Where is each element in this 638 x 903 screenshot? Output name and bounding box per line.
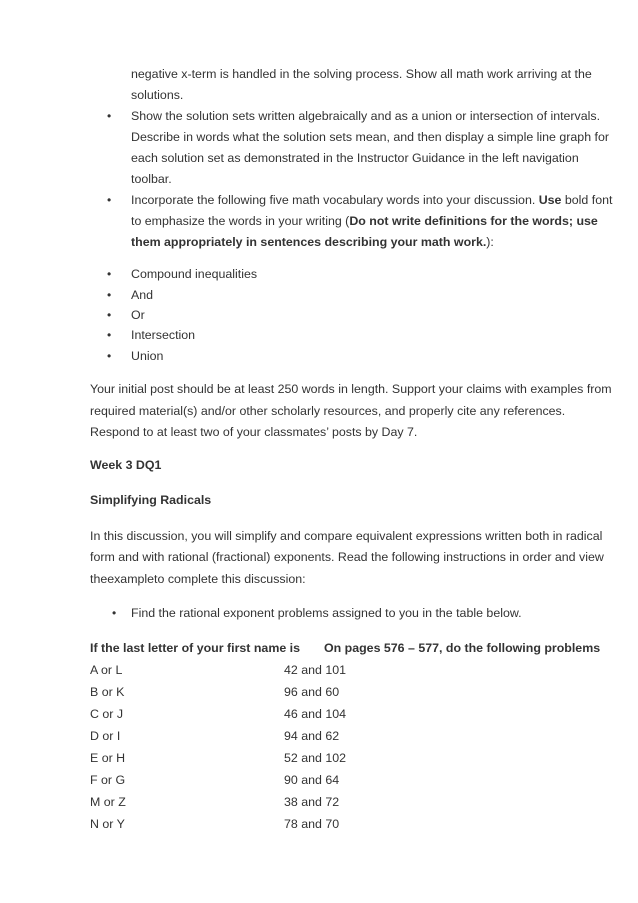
- bold-text: Use: [538, 193, 562, 207]
- table-cell-letters: E or H: [90, 751, 126, 765]
- bullet-icon: •: [107, 308, 112, 322]
- intro-line: form and with rational (fractional) exponents. Read the following instructions in order and view: [90, 550, 604, 564]
- table-cell-letters: A or L: [90, 663, 123, 677]
- table-cell-problems: 42 and 101: [284, 663, 347, 677]
- vocab-item: Or: [131, 308, 145, 322]
- text-span: bold font: [561, 193, 613, 207]
- bullet-icon: •: [107, 109, 112, 123]
- table-cell-problems: 94 and 62: [284, 729, 340, 743]
- table-cell-letters: D or I: [90, 729, 121, 743]
- bullet-icon: •: [107, 193, 112, 207]
- text-line: Describe in words what the solution sets mean, and then display a simple line graph for: [131, 130, 609, 144]
- bullet-icon: •: [112, 606, 117, 620]
- text-span: to emphasize the words in your writing (: [131, 214, 350, 228]
- table-cell-problems: 46 and 104: [284, 707, 347, 721]
- table-cell-letters: B or K: [90, 685, 125, 699]
- table-cell-letters: F or G: [90, 773, 126, 787]
- bullet-icon: •: [107, 349, 112, 363]
- requirements-line: Your initial post should be at least 250 words in length. Support your claims with examples from: [90, 382, 612, 396]
- table-cell-problems: 96 and 60: [284, 685, 340, 699]
- intro-line: theexampleto complete this discussion:: [90, 572, 306, 586]
- bold-text: Do not write definitions for the words; use: [349, 214, 598, 228]
- text-span: ):: [486, 235, 494, 249]
- bullet-icon: •: [107, 267, 112, 281]
- text-line: [131, 192, 612, 208]
- vocab-item: Compound inequalities: [131, 267, 258, 281]
- table-cell-problems: 90 and 64: [284, 773, 340, 787]
- bullet-icon: •: [107, 328, 112, 342]
- requirements-line: Respond to at least two of your classmates’ posts by Day 7.: [90, 425, 418, 439]
- text-line: Show the solution sets written algebraically and as a union or intersection of intervals.: [131, 109, 601, 123]
- topic-heading: Simplifying Radicals: [90, 493, 212, 507]
- text-line: [131, 234, 494, 250]
- table-cell-letters: N or Y: [90, 817, 125, 831]
- table-header: On pages 576 – 577, do the following problems: [324, 641, 601, 655]
- vocab-item: Union: [131, 349, 164, 363]
- text-line: solutions.: [131, 88, 184, 102]
- week-heading: Week 3 DQ1: [90, 458, 162, 472]
- requirements-line: required material(s) and/or other scholarly resources, and properly cite any references.: [90, 404, 566, 418]
- table-header: If the last letter of your first name is: [90, 641, 300, 655]
- bullet-icon: •: [107, 288, 112, 302]
- vocab-item: And: [131, 288, 154, 302]
- table-cell-problems: 38 and 72: [284, 795, 340, 809]
- text-line: [131, 213, 598, 229]
- table-cell-letters: C or J: [90, 707, 124, 721]
- instruction-text: Find the rational exponent problems assigned to you in the table below.: [131, 606, 522, 620]
- text-line: negative x-term is handled in the solving process. Show all math work arriving at the: [131, 67, 592, 81]
- text-line: each solution set as demonstrated in the Instructor Guidance in the left navigation: [131, 151, 579, 165]
- text-span: Incorporate the following five math vocabulary words into your discussion.: [131, 193, 539, 207]
- table-cell-problems: 78 and 70: [284, 817, 340, 831]
- intro-line: In this discussion, you will simplify and compare equivalent expressions written both in radical: [90, 529, 603, 543]
- table-cell-problems: 52 and 102: [284, 751, 347, 765]
- table-cell-letters: M or Z: [90, 795, 126, 809]
- bold-text: them appropriately in sentences describing your math work.: [131, 235, 487, 249]
- vocab-item: Intersection: [131, 328, 196, 342]
- text-line: toolbar.: [131, 172, 172, 186]
